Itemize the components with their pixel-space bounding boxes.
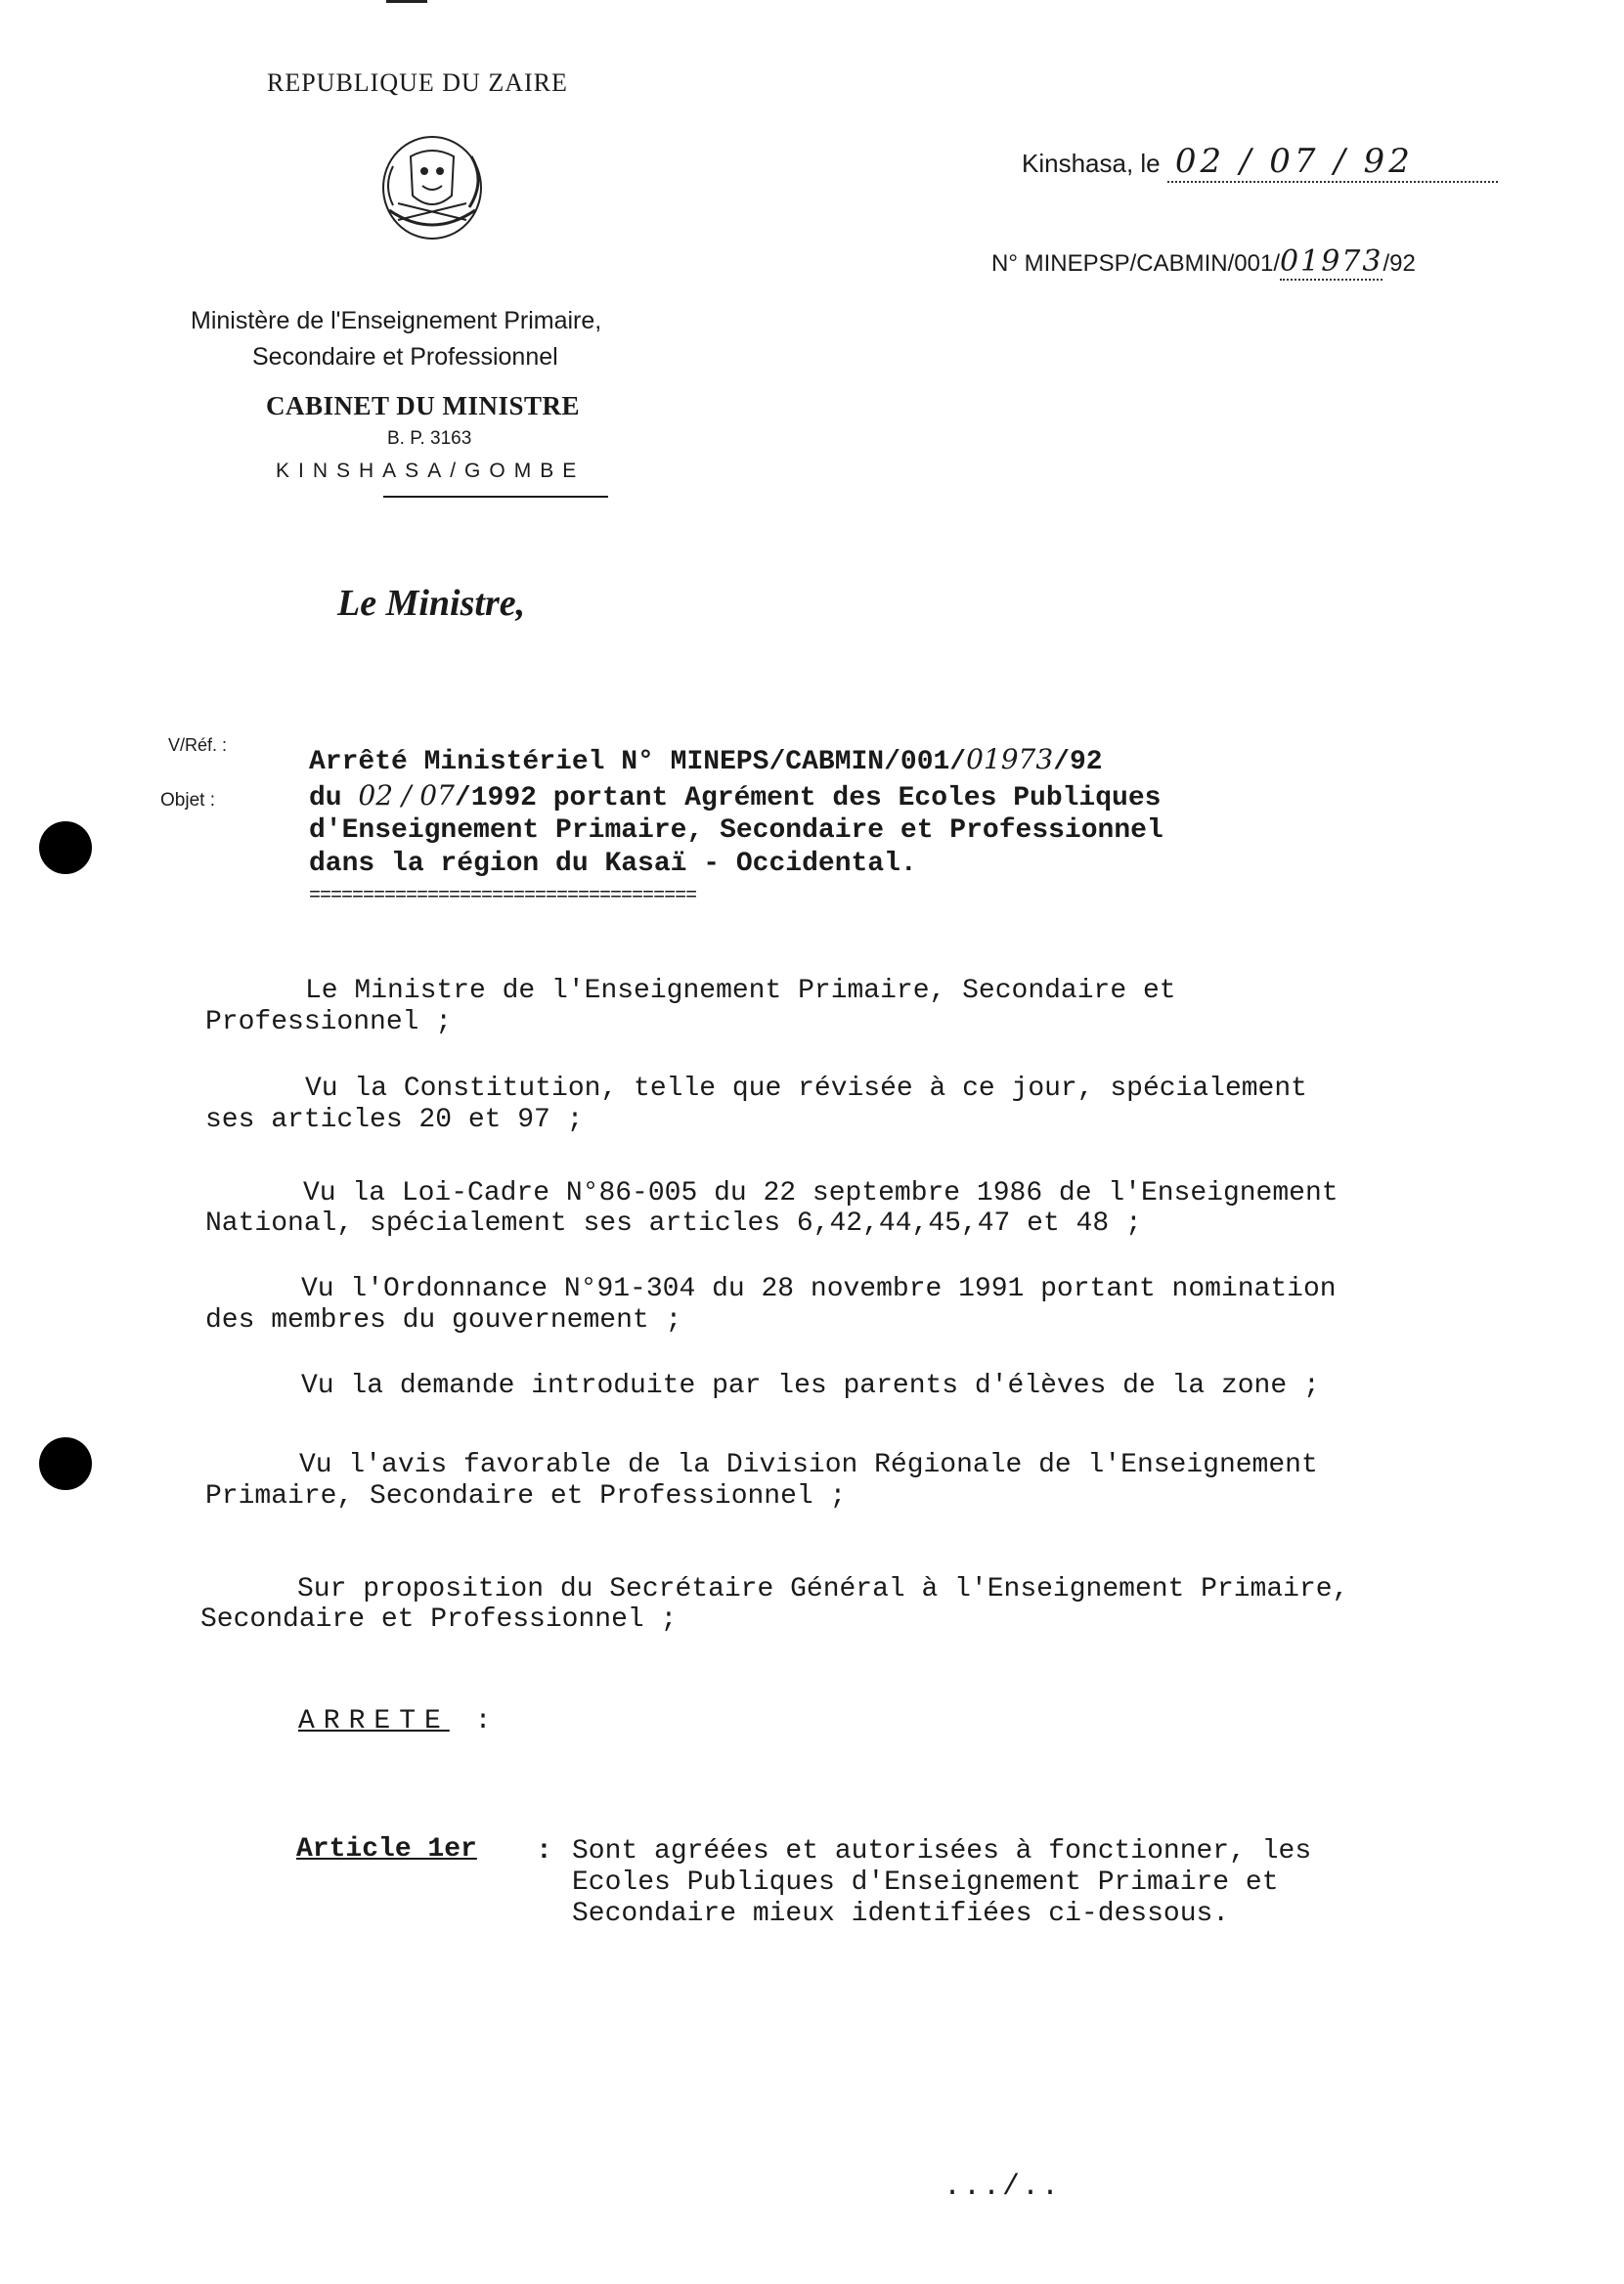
place-date [1022,142,1498,183]
scan-mark [386,0,427,3]
page-continuation-mark: .../.. [944,2171,1062,2204]
object-line-1-prefix: Arrêté Ministériel N° MINEPS/CABMIN/001/ [309,747,967,777]
arrete-heading-text: ARRETE [298,1706,450,1736]
object-line-3: d'Enseignement Primaire, Secondaire et Professionnel [309,815,1163,846]
article-1-line-2: Ecoles Publiques d'Enseignement Primaire et [572,1867,1279,1898]
object-line-4: dans la région du Kasaï - Occidental. [309,849,917,879]
object-line-2-suffix: /1992 portant Agrément des Ecoles Publiques [454,783,1162,813]
paragraph-1-line-2: Professionnel ; [205,1007,453,1037]
paragraph-7-line-1: Sur proposition du Secrétaire Général à l'Enseignement Primaire, [297,1574,1349,1604]
paragraph-6-line-2: Primaire, Secondaire et Professionnel ; [205,1481,847,1512]
city-line: KINSHASA/GOMBE [276,460,586,482]
article-1-colon: : [536,1836,552,1867]
city-underline [383,496,608,498]
paragraph-4-line-1: Vu l'Ordonnance N°91-304 du 28 novembre 1991 portant nomination [301,1274,1337,1304]
object-handwritten-number: 01973 [966,743,1054,775]
object-double-rule: ==================================== [309,885,697,907]
paragraph-1-line-1: Le Ministre de l'Enseignement Primaire, Secondaire et [305,976,1176,1006]
object-line-1 [309,743,1103,777]
article-1-line-3: Secondaire mieux identifiées ci-dessous. [572,1899,1230,1929]
paragraph-3-line-1: Vu la Loi-Cadre N°86-005 du 22 septembre 1986 de l'Enseignement [303,1178,1339,1208]
place-date-prefix: Kinshasa, le [1022,149,1161,178]
paragraph-6-line-1: Vu l'avis favorable de la Division Régionale de l'Enseignement [299,1450,1318,1480]
cabinet-title: CABINET DU MINISTRE [266,391,581,420]
vref-label: V/Réf. : [168,735,228,755]
punch-hole [39,821,92,874]
reference-suffix: /92 [1383,250,1416,277]
paragraph-2-line-2: ses articles 20 et 97 ; [205,1105,584,1135]
handwritten-date: 02 / 07 / 92 [1167,142,1498,183]
paragraph-7-line-2: Secondaire et Professionnel ; [200,1604,678,1635]
article-1-line-1: Sont agréées et autorisées à fonctionner, les [572,1836,1312,1867]
arrete-heading [298,1706,500,1736]
reference-prefix: N° MINEPSP/CABMIN/001/ [991,250,1281,277]
paragraph-5-line-1: Vu la demande introduite par les parents d'élèves de la zone ; [301,1371,1320,1401]
arrete-heading-colon: : [474,1706,501,1736]
ministry-name-line2: Secondaire et Professionnel [252,343,558,371]
zaire-emblem-icon [354,127,510,249]
object-handwritten-date: 02 / 07 [358,779,455,812]
handwritten-reference: 01973 [1280,244,1383,279]
object-line-2-prefix: du [309,783,342,813]
objet-label: Objet : [160,790,215,811]
paragraph-4-line-2: des membres du gouvernement ; [205,1305,682,1336]
ministry-name-line1: Ministère de l'Enseignement Primaire, [191,307,602,334]
punch-hole [39,1437,92,1490]
salutation: Le Ministre, [337,583,526,624]
article-1-label: Article 1er [296,1834,477,1865]
object-line-1-suffix: /92 [1053,747,1103,777]
republic-title: REPUBLIQUE DU ZAIRE [267,68,568,97]
reference-number [991,244,1416,279]
paragraph-2-line-1: Vu la Constitution, telle que révisée à ce jour, spécialement [305,1074,1307,1104]
postal-box: B. P. 3163 [387,428,472,449]
paragraph-3-line-2: National, spécialement ses articles 6,42,44,45,47 et 48 ; [205,1208,1142,1239]
object-line-2 [309,779,1161,813]
